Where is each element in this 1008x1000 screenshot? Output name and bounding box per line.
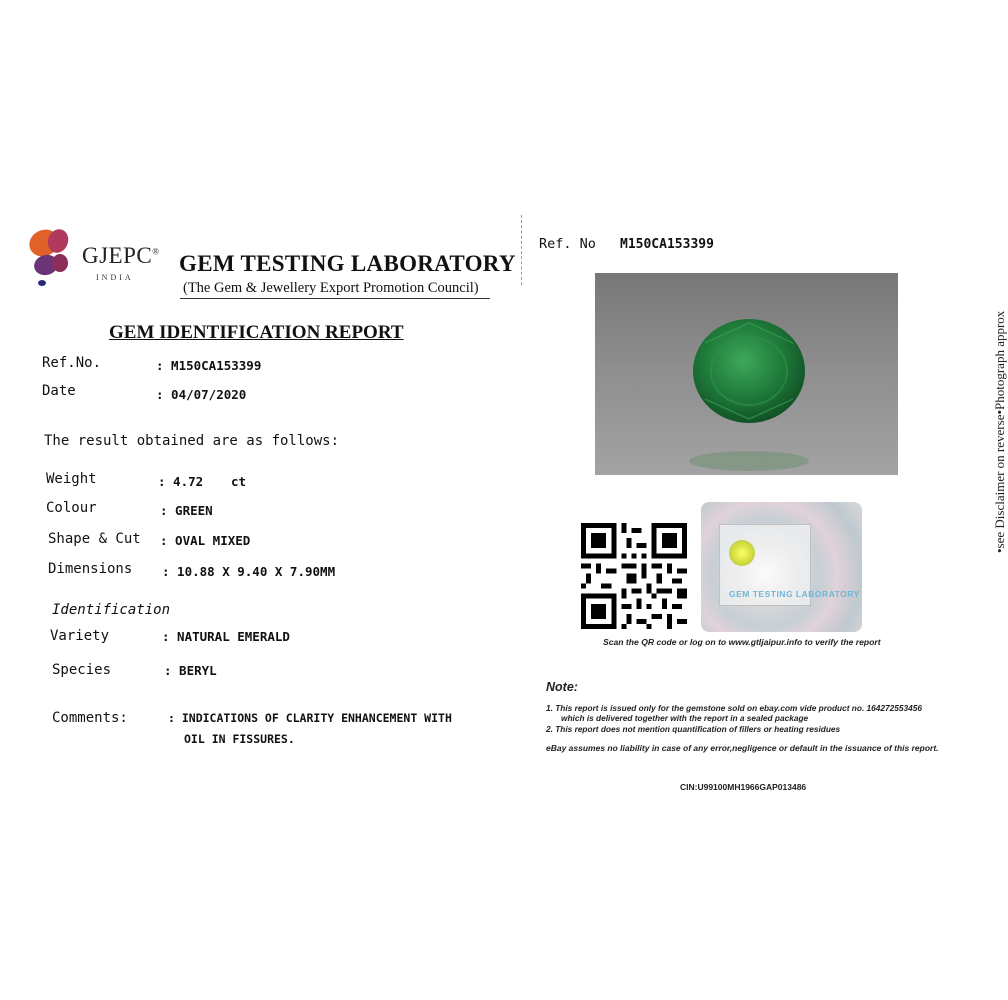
verification-qr-code[interactable] [581,523,687,629]
weight-unit: ct [231,474,247,489]
right-ref-value: M150CA153399 [620,237,714,252]
shape-label: Shape & Cut [48,531,141,547]
weight-label: Weight [46,471,97,487]
colour-label: Colour [46,500,97,516]
hologram-text: GEM TESTING LABORATORY [729,589,860,599]
ref-value: : M150CA153399 [156,358,262,373]
hologram-gem-icon [729,540,755,566]
note-1a: 1. This report is issued only for the gemstone sold on ebay.com vide product no. 164272553456 [546,703,922,713]
qr-caption: Scan the QR code or log on to www.gtljaipur.info to verify the report [603,637,881,647]
dimensions-value: : 10.88 X 9.40 X 7.90MM [162,564,336,579]
lab-name: GEM TESTING LABORATORY [179,251,516,276]
identification-heading: Identification [52,602,171,618]
gemstone-photo [595,273,898,475]
gjepc-wordmark: GJEPC® [82,243,160,268]
header-rule [180,298,490,299]
variety-value: : NATURAL EMERALD [162,629,290,644]
weight-value: : 4.72 [158,474,204,489]
date-label: Date [42,383,76,399]
species-value: : BERYL [164,663,217,678]
comments-line-1: : INDICATIONS OF CLARITY ENHANCEMENT WITH [168,711,452,725]
gjepc-butterfly-logo-icon [24,223,80,289]
species-label: Species [52,662,112,678]
right-ref-label: Ref. No [539,236,596,252]
security-hologram [701,502,862,632]
date-value: : 04/07/2020 [156,387,247,402]
side-note-text: •see Disclaimer on reverse•Photograph approx [992,310,1007,553]
comments-label: Comments: [52,710,128,726]
fold-divider [521,215,522,285]
note-2: 2. This report does not mention quantification of fillers or heating residues [546,724,841,734]
intro-text: The result obtained are as follows: [44,433,340,449]
note-3: eBay assumes no liability in case of any error,negligence or default in the issuance of this report. [546,743,939,753]
lab-parent: (The Gem & Jewellery Export Promotion Council) [183,280,479,296]
note-1b: which is delivered together with the report in a sealed package [561,713,809,723]
ref-label: Ref.No. [42,355,102,371]
emerald-stone-icon [595,273,898,475]
variety-label: Variety [50,628,110,644]
gem-report-card [0,205,1007,800]
note-heading: Note: [546,680,578,694]
gjepc-sub-wordmark: INDIA [96,273,134,282]
cin-number: CIN:U99100MH1966GAP013486 [680,782,807,792]
shape-value: : OVAL MIXED [160,533,251,548]
report-title: GEM IDENTIFICATION REPORT [109,322,404,343]
side-note [978,253,1007,553]
comments-line-2: OIL IN FISSURES. [184,732,295,746]
dimensions-label: Dimensions [48,561,133,577]
colour-value: : GREEN [160,503,213,518]
